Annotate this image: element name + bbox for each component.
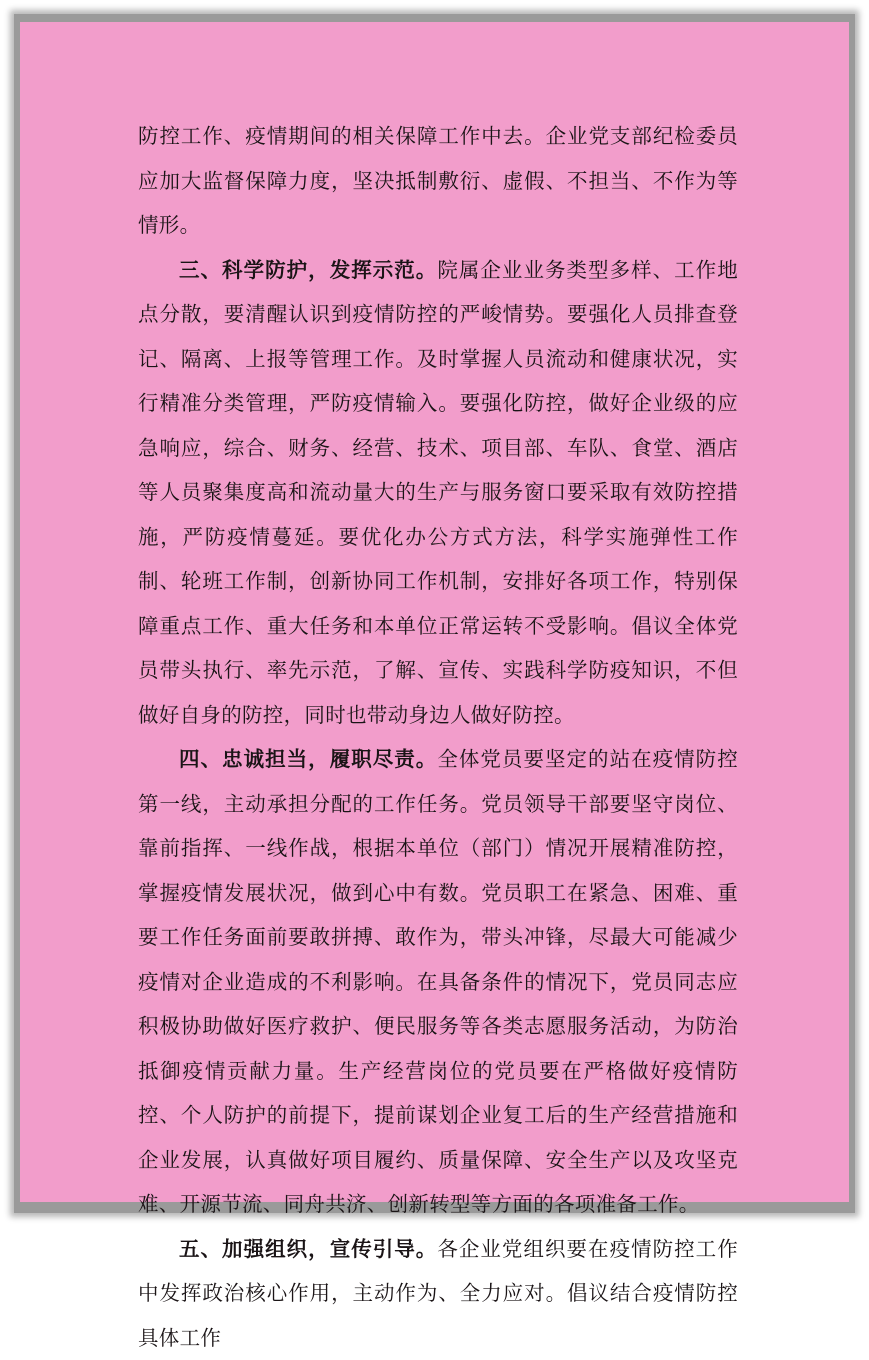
- paragraph-section-3: [138, 248, 738, 738]
- document-page: [20, 22, 849, 1202]
- paragraph-text: 各企业党组织要在疫情防控工作中发挥政治核心作用，主动作为、全力应对。倡议结合疫情防控具体工作: [138, 1237, 738, 1350]
- paragraph-continuation: [138, 114, 738, 248]
- paragraph-text: 全体党员要坚定的站在疫情防控第一线，主动承担分配的工作任务。党员领导干部要坚守岗位、靠前指挥、一线作战，根据本单位（部门）情况开展精准防控，掌握疫情发展状况，做到心中有数。党员职工在紧急、困难、重要工作任务面前要敢拼搏、敢作为，带头冲锋，尽最大可能减少疫情对企业造成的不利影响。在具备条件的情况下，党员同志应积极协助做好医疗救护、便民服务等各类志愿服务活动，为防治抵御疫情贡献力量。生产经营岗位的党员要在严格做好疫情防控、个人防护的前提下，提前谋划企业复工后的生产经营措施和企业发展，认真做好项目履约、质量保障、安全生产以及攻坚克难、开源节流、同舟共济、创新转型等方面的各项准备工作。: [138, 747, 738, 1216]
- paragraph-section-4: [138, 737, 738, 1227]
- document-body: [138, 114, 738, 1360]
- section-heading: 三、科学防护，发挥示范。: [179, 258, 437, 282]
- paragraph-text: 防控工作、疫情期间的相关保障工作中去。企业党支部纪检委员应加大监督保障力度，坚决抵制敷衍、虚假、不担当、不作为等情形。: [138, 124, 738, 237]
- paragraph-text: 院属企业业务类型多样、工作地点分散，要清醒认识到疫情防控的严峻情势。要强化人员排查登记、隔离、上报等管理工作。及时掌握人员流动和健康状况，实行精准分类管理，严防疫情输入。要强化防控，做好企业级的应急响应，综合、财务、经营、技术、项目部、车队、食堂、酒店等人员聚集度高和流动量大的生产与服务窗口要采取有效防控措施，严防疫情蔓延。要优化办公方式方法，科学实施弹性工作制、轮班工作制，创新协同工作机制，安排好各项工作，特别保障重点工作、重大任务和本单位正常运转不受影响。倡议全体党员带头执行、率先示范，了解、宣传、实践科学防疫知识，不但做好自身的防控，同时也带动身边人做好防控。: [138, 258, 738, 727]
- paragraph-section-5: [138, 1227, 738, 1360]
- section-heading: 五、加强组织，宣传引导。: [179, 1237, 437, 1261]
- section-heading: 四、忠诚担当，履职尽责。: [179, 747, 437, 771]
